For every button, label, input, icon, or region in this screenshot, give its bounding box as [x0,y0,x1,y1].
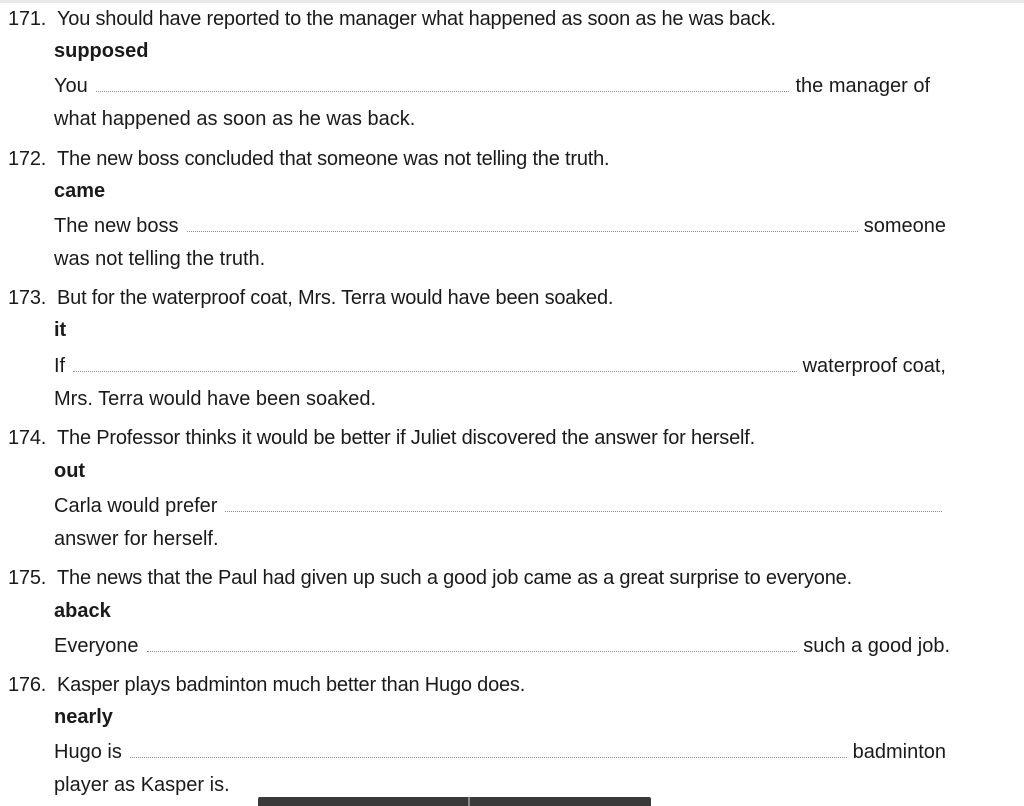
answer-suffix: such a good job. [803,635,950,657]
question-number: 176. [8,674,47,696]
answer-suffix: badminton [852,741,946,763]
question-number: 175. [8,567,47,589]
answer-line [54,72,930,98]
answer-line [54,738,946,764]
question-number: 172. [8,148,47,170]
question-text: The news that the Paul had given up such a good job came as a great surprise to everyone. [57,567,852,589]
question-number: 173. [8,287,47,309]
answer-prefix: The new boss [54,215,179,237]
question-number: 174. [8,427,47,449]
answer-continuation: answer for herself. [54,528,219,550]
question-number: 171. [8,8,47,30]
question-sentence [8,287,613,310]
keyword: it [54,319,67,341]
answer-prefix: You [54,75,88,97]
answer-prefix: Hugo is [54,741,122,763]
keyword: aback [54,600,111,622]
answer-suffix: waterproof coat, [802,355,946,377]
answer-blank[interactable] [130,756,847,758]
answer-continuation: what happened as soon as he was back. [54,108,416,130]
answer-continuation: Mrs. Terra would have been soaked. [54,388,377,410]
question-sentence [8,567,852,590]
answer-prefix: If [54,355,66,377]
answer-blank[interactable] [73,370,796,372]
question-text: Kasper plays badminton much better than Hugo does. [57,674,526,696]
answer-suffix: the manager of [795,75,930,97]
keyword: nearly [54,706,113,728]
keyword: supposed [54,40,149,62]
question-text: The new boss concluded that someone was not telling the truth. [57,148,610,170]
answer-line [54,352,946,378]
answer-line [54,492,942,518]
bottom-toolbar[interactable] [258,797,651,806]
keyword: came [54,180,106,202]
answer-prefix: Everyone [54,635,139,657]
answer-line [54,632,950,658]
keyword: out [54,460,86,482]
question-text: The Professor thinks it would be better if Juliet discovered the answer for herself. [57,427,755,449]
answer-suffix: someone [863,215,946,237]
answer-prefix: Carla would prefer [54,495,218,517]
answer-line [54,212,946,238]
question-sentence [8,148,609,171]
question-sentence [8,674,525,697]
toolbar-divider [468,797,470,806]
answer-blank[interactable] [96,90,790,92]
answer-blank[interactable] [147,650,798,652]
top-divider [0,0,1024,3]
question-text: But for the waterproof coat, Mrs. Terra would have been soaked. [57,287,614,309]
answer-continuation: was not telling the truth. [54,248,266,270]
question-sentence [8,427,755,450]
question-sentence [8,8,776,31]
answer-blank[interactable] [225,510,942,512]
question-text: You should have reported to the manager what happened as soon as he was back. [57,8,776,30]
answer-blank[interactable] [187,230,858,232]
answer-continuation: player as Kasper is. [54,774,230,796]
